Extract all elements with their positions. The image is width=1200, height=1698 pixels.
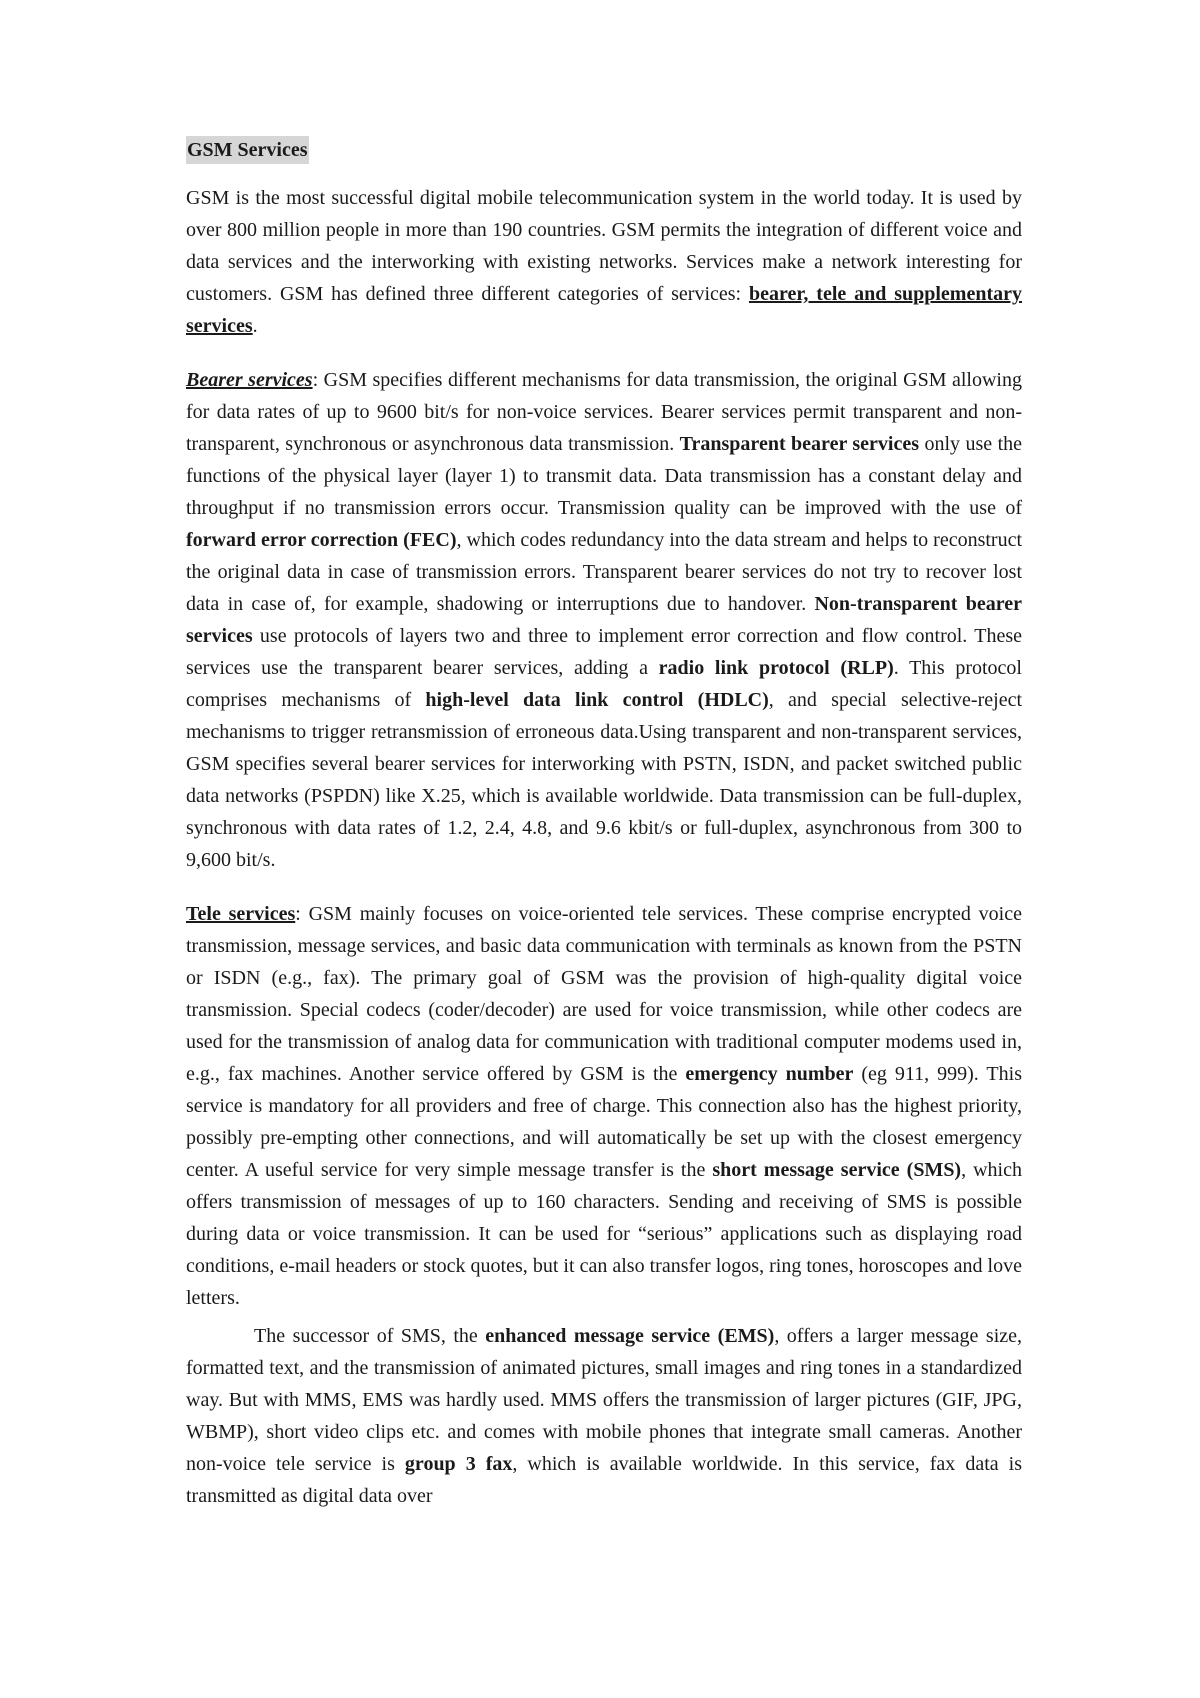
tele-text: : GSM mainly focuses on voice-oriented tele services. These comprise encrypted voice transmission, message services, and basic data communication with terminals as known from the PSTN or ISDN (e.g., fax). The primary goal of GSM was the provision of high-quality digital voice transmission. Special codecs (coder/decoder) are used for voice transmission, while other codecs are used for the transmission of analog data for communication with traditional computer modems used in, e.g., fax machines. Another service offered by GSM is the	[186, 903, 1022, 1085]
intro-text: GSM is the most successful digital mobile telecommunication system in the world today. It is used by over 800 million people in more than 190 countries. GSM permits the integration of different voice and data services and the interworking with existing networks. Services make a network interesting for customers. GSM has defined three different categories of services:	[186, 187, 1022, 305]
bearer-services-heading: Bearer services	[186, 369, 313, 391]
service-categories: bearer, tele and supplementary services	[186, 283, 1023, 337]
ems-text: , which is available worldwide. In this service, fax data is transmitted as digital data over	[186, 1453, 1022, 1507]
bearer-term: radio link protocol (RLP)	[658, 657, 894, 679]
tele-term: emergency number	[685, 1063, 854, 1085]
document-page	[186, 136, 1022, 1534]
bearer-text: only use the functions of the physical layer (layer 1) to transmit data. Data transmission has a constant delay and throughput if no transmission errors occur. Transmission quality can be improved with the use of	[186, 433, 1023, 519]
tele-text: (eg 911, 999). This service is mandatory for all providers and free of charge. This connection also has the highest priority, possibly pre-empting other connections, and will automatically be set up with the closest emergency center. A useful service for very simple message transfer is the	[186, 1063, 1022, 1181]
bearer-text: , and special selective-reject mechanisms to trigger retransmission of erroneous data.Using transparent and non-transparent services, GSM specifies several bearer services for interworking with PSTN, ISDN, and packet switched public data networks (PSPDN) like X.25, which is available worldwide. Data transmission can be full-duplex, synchronous with data rates of 1.2, 2.4, 4.8, and 9.6 kbit/s or full-duplex, asynchronous from 300 to 9,600 bit/s.	[186, 689, 1022, 871]
ems-text: , offers a larger message size, formatted text, and the transmission of animated pictures, small images and ring tones in a standardized way. But with MMS, EMS was hardly used. MMS offers the transmission of larger pictures (GIF, JPG, WBMP), short video clips etc. and comes with mobile phones that integrate small cameras. Another non-voice tele service is	[186, 1325, 1022, 1475]
bearer-term: forward error correction (FEC)	[186, 529, 457, 551]
ems-term: group 3 fax	[404, 1453, 513, 1475]
tele-services-paragraph	[186, 898, 1022, 1314]
bearer-text: , which codes redundancy into the data stream and helps to reconstruct the original data in case of transmission errors. Transparent bearer services do not try to recover lost data in case of, for example, shadowing or interruptions due to handover.	[186, 529, 1023, 615]
ems-term: enhanced message service (EMS)	[485, 1325, 775, 1347]
tele-services-heading: Tele services	[186, 903, 296, 925]
bearer-text: : GSM specifies different mechanisms for data transmission, the original GSM allowing for data rates of up to 9600 bit/s for non-voice services. Bearer services permit transparent and non-transparent, synchronous or asynchronous data transmission.	[186, 369, 1022, 455]
tele-term: short message service (SMS)	[712, 1159, 962, 1181]
ems-paragraph	[186, 1320, 1022, 1512]
bearer-term: Non-transparent bearer services	[186, 593, 1022, 647]
bearer-services-paragraph	[186, 364, 1022, 876]
ems-text: The successor of SMS, the	[254, 1325, 486, 1347]
bearer-term: high-level data link control (HDLC)	[425, 689, 769, 711]
bearer-term: Transparent bearer services	[679, 433, 920, 455]
intro-paragraph	[186, 182, 1022, 342]
bearer-text: use protocols of layers two and three to implement error correction and flow control. These services use the transparent bearer services, adding a	[186, 625, 1022, 679]
page-title: GSM Services	[186, 136, 309, 164]
tele-text: , which offers transmission of messages of up to 160 characters. Sending and receiving of SMS is possible during data or voice transmission. It can be used for “serious” applications such as displaying road conditions, e-mail headers or stock quotes, but it can also transfer logos, ring tones, horoscopes and love letters.	[186, 1159, 1022, 1309]
intro-end: .	[252, 315, 258, 337]
bearer-text: . This protocol comprises mechanisms of	[186, 657, 1022, 711]
